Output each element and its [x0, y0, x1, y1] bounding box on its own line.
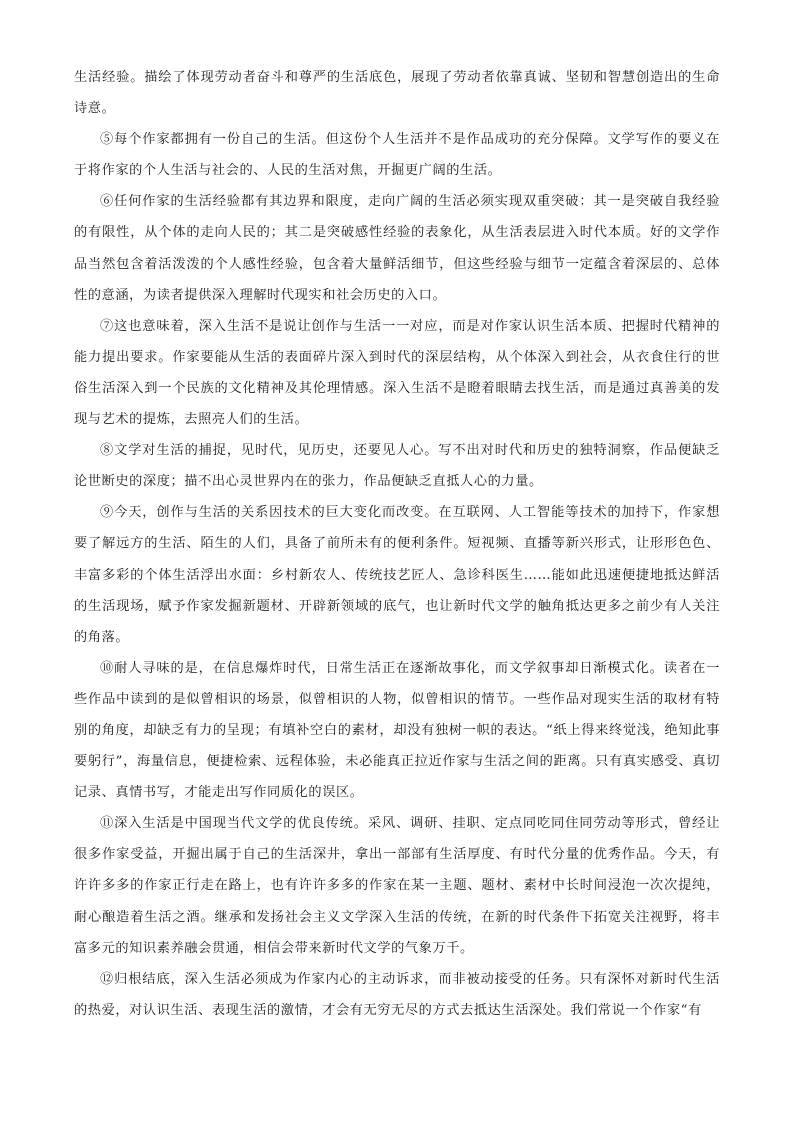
paragraph-10: ⑩耐人寻味的是，在信息爆炸时代，日常生活正在逐渐故事化，而文学叙事却日渐模式化。读者在一些作品中读到的是似曾相识的场景，似曾相识的人物，似曾相识的情节。一些作品对现实生活的取材有特别的角度，却缺乏有力的呈现；有填补空白的素材，却没有独树一帜的表达。“纸上得来终觉浅，绝知此事要躬行”，海量信息，便捷检索、远程体验，未必能真正拉近作家与生活之间的距离。只有真实感受、真切记录、真情书写，才能走出写作同质化的误区。: [74, 660, 720, 801]
document-page: [74, 62, 720, 1026]
paragraph-12: ⑫归根结底，深入生活必须成为作家内心的主动诉求，而非被动接受的任务。只有深怀对新时代生活的热爱，对认识生活、表现生活的激情，才会有无穷无尽的方式去抵达生活深处。我们常说一个作家“有: [74, 971, 720, 1018]
paragraph-5: ⑤每个作家都拥有一份自己的生活。但这份个人生活并不是作品成功的充分保障。文学写作的要义在于将作家的个人生活与社会的、人民的生活对焦，开掘更广阔的生活。: [74, 132, 720, 179]
paragraph-9: ⑨今天，创作与生活的关系因技术的巨大变化而改变。在互联网、人工智能等技术的加持下，作家想要了解远方的生活、陌生的人们，具备了前所未有的便利条件。短视频、直播等新兴形式，让形形色色、丰富多彩的个体生活浮出水面：乡村新农人、传统技艺匠人、急诊科医生……能如此迅速便捷地抵达鲜活的生活现场，赋予作家发掘新题材、开辟新领域的底气，也让新时代文学的触角抵达更多之前少有人关注的角落。: [74, 505, 720, 645]
paragraph-6: ⑥任何作家的生活经验都有其边界和限度，走向广阔的生活必须实现双重突破：其一是突破自我经验的有限性，从个体的走向人民的；其二是突破感性经验的表象化，从生活表层进入时代本质。好的文学作品当然包含着活泼泼的个人感性经验，包含着大量鲜活细节，但这些经验与细节一定蕴含着深层的、总体性的意涵，为读者提供深入理解时代现实和社会历史的入口。: [74, 194, 720, 303]
paragraph-8: ⑧文学对生活的捕捉，见时代，见历史，还要见人心。写不出对时代和历史的独特洞察，作品便缺乏论世断史的深度；描不出心灵世界内在的张力，作品便缺乏直抵人心的力量。: [74, 443, 720, 490]
paragraph-11: ⑪深入生活是中国现当代文学的优良传统。采风、调研、挂职、定点同吃同住同劳动等形式，曾经让很多作家受益，开掘出属于自己的生活深井，拿出一部部有生活厚度、有时代分量的优秀作品。今天，有许许多多的作家正行走在路上，也有许许多多的作家在某一主题、题材、素材中长时间浸泡一次次提纯，耐心酿造着生活之酒。继承和发扬社会主义文学深入生活的传统，在新的时代条件下拓宽关注视野，将丰富多元的知识素养融会贯通，相信会带来新时代文学的气象万千。: [74, 816, 720, 956]
paragraph-continued: 生活经验。描绘了体现劳动者奋斗和尊严的生活底色，展现了劳动者依靠真诚、坚韧和智慧创造出的生命诗意。: [74, 70, 720, 117]
paragraph-7: ⑦这也意味着，深入生活不是说让创作与生活一一对应，而是对作家认识生活本质、把握时代精神的能力提出要求。作家要能从生活的表面碎片深入到时代的深层结构，从个体深入到社会，从衣食住行的世俗生活深入到一个民族的文化精神及其伦理情感。深入生活不是瞪着眼睛去找生活，而是通过真善美的发现与艺术的提炼，去照亮人们的生活。: [74, 318, 720, 428]
